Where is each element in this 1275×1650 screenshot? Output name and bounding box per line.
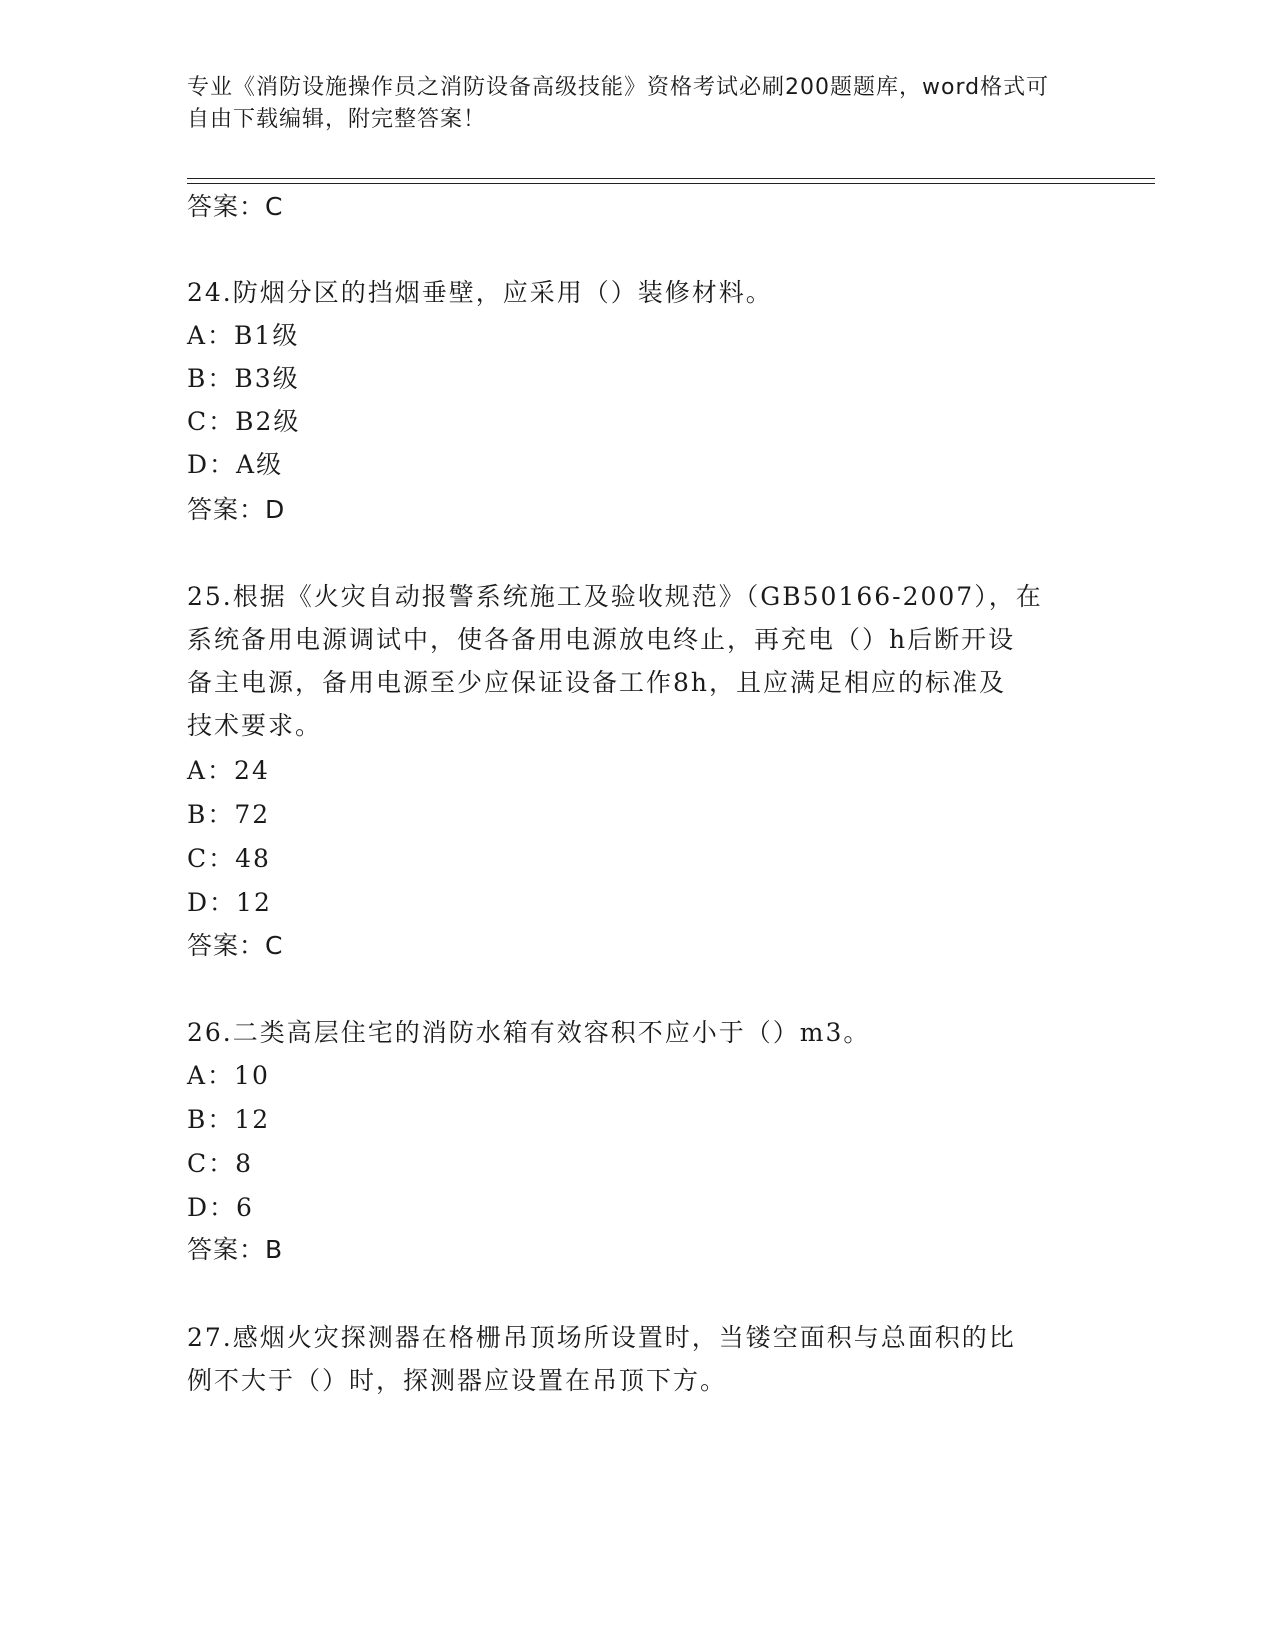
question-26-option-d: D：6 bbox=[187, 1193, 254, 1222]
question-26-answer: 答案：B bbox=[187, 1235, 284, 1264]
question-25-stem-line-2: 系统备用电源调试中，使各备用电源放电终止，再充电（）h后断开设 bbox=[187, 625, 1016, 654]
previous-answer: 答案：C bbox=[187, 192, 284, 221]
page-header: 专业《消防设施操作员之消防设备高级技能》资格考试必刷200题题库，word格式可自由下载编辑，附完整答案！ bbox=[187, 75, 1050, 132]
question-24-option-d: D：A级 bbox=[187, 450, 284, 479]
header-divider-bottom bbox=[187, 183, 1155, 184]
question-24-option-c: C：B2级 bbox=[187, 407, 301, 436]
question-26-stem: 26.二类高层住宅的消防水箱有效容积不应小于（）m3。 bbox=[187, 1018, 871, 1047]
question-26-option-c: C：8 bbox=[187, 1149, 254, 1178]
question-25-option-d: D：12 bbox=[187, 888, 272, 917]
question-25-answer: 答案：C bbox=[187, 931, 284, 960]
question-27-stem-line-1: 27.感烟火灾探测器在格栅吊顶场所设置时，当镂空面积与总面积的比 bbox=[187, 1323, 1016, 1352]
question-24-option-a: A：B1级 bbox=[187, 321, 300, 350]
question-25-option-a: A：24 bbox=[187, 756, 270, 785]
header-divider-top bbox=[187, 178, 1155, 179]
question-25-option-c: C：48 bbox=[187, 844, 271, 873]
question-26-option-b: B：12 bbox=[187, 1105, 271, 1134]
question-25-stem-line-4: 技术要求。 bbox=[187, 711, 323, 740]
question-24-stem: 24.防烟分区的挡烟垂壁，应采用（）装修材料。 bbox=[187, 278, 773, 307]
question-27-stem-line-2: 例不大于（）时，探测器应设置在吊顶下方。 bbox=[187, 1366, 728, 1395]
question-24-option-b: B：B3级 bbox=[187, 364, 300, 393]
question-25-stem-line-3: 备主电源，备用电源至少应保证设备工作8h，且应满足相应的标准及 bbox=[187, 668, 1007, 697]
question-24-answer: 答案：D bbox=[187, 495, 286, 524]
question-26-option-a: A：10 bbox=[187, 1061, 270, 1090]
question-25-stem-line-1: 25.根据《火灾自动报警系统施工及验收规范》（GB50166-2007），在 bbox=[187, 582, 1043, 611]
question-25-option-b: B：72 bbox=[187, 800, 271, 829]
